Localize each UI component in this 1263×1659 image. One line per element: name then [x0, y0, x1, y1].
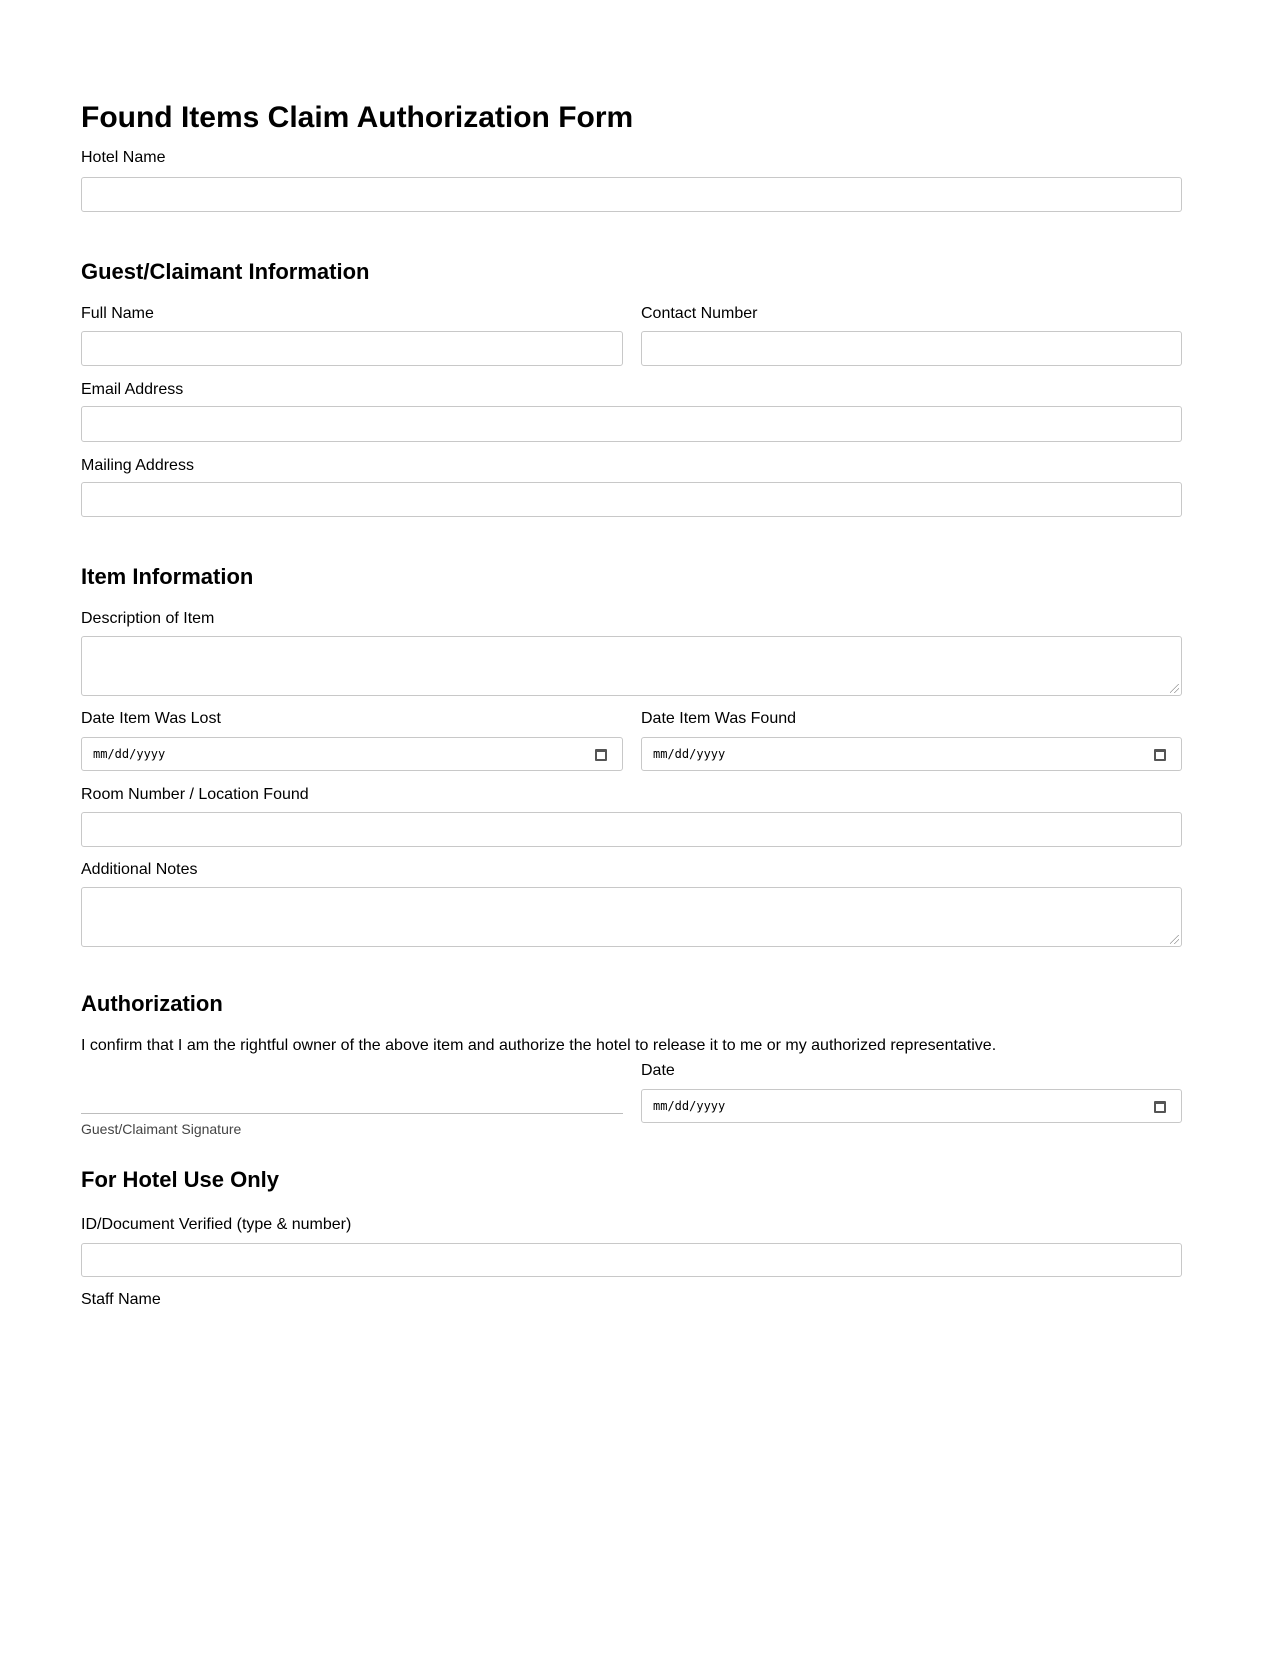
signature-label: Guest/Claimant Signature	[81, 1121, 242, 1137]
section-heading-guest: Guest/Claimant Information	[81, 259, 370, 284]
signature-line[interactable]	[81, 1113, 623, 1114]
contact-number-input[interactable]	[641, 331, 1182, 366]
staff-name-label: Staff Name	[81, 1291, 161, 1308]
page-title: Found Items Claim Authorization Form	[81, 101, 634, 134]
section-heading-hotel-use: For Hotel Use Only	[81, 1167, 280, 1192]
authorization-statement: I confirm that I am the rightful owner of the above item and authorize the hotel to release it to me or my authorized representative.	[81, 1037, 997, 1054]
authorization-date-label: Date	[641, 1062, 675, 1079]
date-lost-input[interactable]	[81, 737, 623, 771]
date-found-input[interactable]	[641, 737, 1182, 771]
date-found-placeholder: mm/dd/yyyy	[653, 747, 726, 761]
resize-grip-icon[interactable]	[1170, 684, 1179, 693]
full-name-label: Full Name	[81, 305, 154, 322]
date-lost-label: Date Item Was Lost	[81, 710, 221, 727]
id-verified-input[interactable]	[81, 1243, 1182, 1277]
id-verified-label: ID/Document Verified (type & number)	[81, 1216, 352, 1233]
calendar-icon[interactable]	[1154, 749, 1166, 761]
hotel-name-label: Hotel Name	[81, 149, 166, 166]
authorization-date-input[interactable]	[641, 1089, 1182, 1123]
description-textarea[interactable]	[81, 636, 1182, 696]
calendar-icon[interactable]	[595, 749, 607, 761]
contact-number-label: Contact Number	[641, 305, 758, 322]
section-heading-item: Item Information	[81, 564, 254, 589]
notes-label: Additional Notes	[81, 861, 198, 878]
full-name-input[interactable]	[81, 331, 623, 366]
date-lost-placeholder: mm/dd/yyyy	[93, 747, 166, 761]
authorization-date-placeholder: mm/dd/yyyy	[653, 1099, 726, 1113]
date-found-label: Date Item Was Found	[641, 710, 797, 727]
location-input[interactable]	[81, 812, 1182, 847]
section-heading-authorization: Authorization	[81, 991, 223, 1016]
description-label: Description of Item	[81, 610, 215, 627]
resize-grip-icon[interactable]	[1170, 935, 1179, 944]
email-label: Email Address	[81, 381, 184, 398]
hotel-name-input[interactable]	[81, 177, 1182, 212]
mailing-address-input[interactable]	[81, 482, 1182, 517]
location-label: Room Number / Location Found	[81, 786, 309, 803]
calendar-icon[interactable]	[1154, 1101, 1166, 1113]
mailing-address-label: Mailing Address	[81, 457, 194, 474]
notes-textarea[interactable]	[81, 887, 1182, 947]
email-input[interactable]	[81, 406, 1182, 442]
